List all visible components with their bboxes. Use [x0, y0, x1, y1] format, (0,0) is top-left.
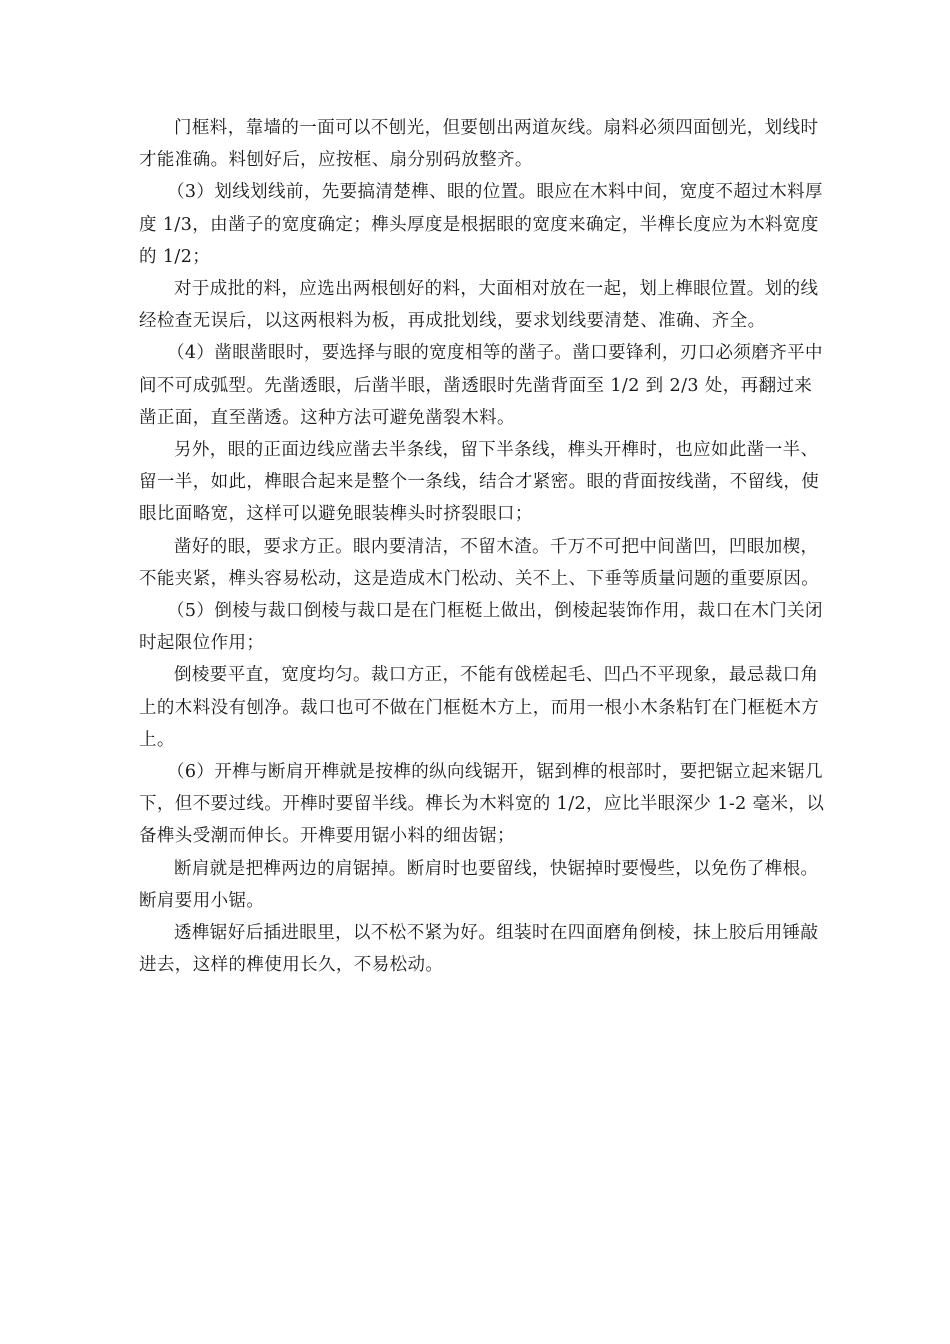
paragraph-step-4-chiseling: （4）凿眼凿眼时，要选择与眼的宽度相等的凿子。凿口要锋利，刃口必须磨齐平中间不可成弧型。先凿透眼，后凿半眼，凿透眼时先凿背面至 1/2 到 2/3 处，再翻过来凿正面，直至凿透。这种方法可避免凿裂木料。 [139, 343, 823, 428]
paragraph-chamfer-requirements: 倒棱要平直，宽度均匀。裁口方正，不能有戗槎起毛、凹凸不平现象，最忌裁口角上的木料没有刨净。裁口也可不做在门框梃木方上，而用一根小木条粘钉在门框梃木方上。 [139, 665, 820, 750]
paragraph-shoulder-cutting: 断肩就是把榫两边的肩锯掉。断肩时也要留线，快锯掉时要慢些，以免伤了榫根。断肩要用小锯。 [139, 858, 819, 911]
paragraph-through-tenon-assembly: 透榫锯好后插进眼里，以不松不紧为好。组装时在四面磨角倒棱，抹上胶后用锤敲进去，这样的榫使用长久，不易松动。 [139, 923, 819, 976]
paragraph-step-6-tenon-shoulder: （6）开榫与断肩开榫就是按榫的纵向线锯开，锯到榫的根部时，要把锯立起来锯几下，但不要过线。开榫时要留半线。榫长为木料宽的 1/2，应比半眼深少 1-2 毫米，以备榫头受潮而伸长。开榫要用锯小料的细齿锯； [139, 762, 825, 847]
paragraph-batch-marking: 对于成批的料，应选出两根刨好的料，大面相对放在一起，划上榫眼位置。划的线经检查无误后，以这两根料为板，再成批划线，要求划线要清楚、准确、齐全。 [139, 279, 819, 332]
paragraph-step-3-marking: （3）划线划线前，先要搞清楚榫、眼的位置。眼应在木料中间，宽度不超过木料厚度 1/3，由凿子的宽度确定；榫头厚度是根据眼的宽度来确定，半榫长度应为木料宽度的 1/2； [139, 182, 823, 267]
paragraph-mortise-edge-line: 另外，眼的正面边线应凿去半条线，留下半条线，榫头开榫时，也应如此凿一半、留一半，如此，榫眼合起来是整个一条线，结合才紧密。眼的背面按线凿，不留线，使眼比面略宽，这样可以避免眼装榫头时挤裂眼口； [139, 440, 820, 525]
paragraph-step-5-chamfer-rabbet: （5）倒棱与裁口倒棱与裁口是在门框梃上做出，倒棱起装饰作用，裁口在木门关闭时起限位作用； [139, 601, 823, 654]
paragraph-mortise-quality: 凿好的眼，要求方正。眼内要清洁，不留木渣。千万不可把中间凿凹，凹眼加楔，不能夹紧，榫头容易松动，这是造成木门松动、关不上、下垂等质量问题的重要原因。 [139, 536, 820, 589]
document-body [139, 112, 825, 981]
paragraph-door-frame-planing: 门框料，靠墙的一面可以不刨光，但要刨出两道灰线。扇料必须四面刨光，划线时才能准确。料刨好后，应按框、扇分别码放整齐。 [139, 118, 819, 171]
